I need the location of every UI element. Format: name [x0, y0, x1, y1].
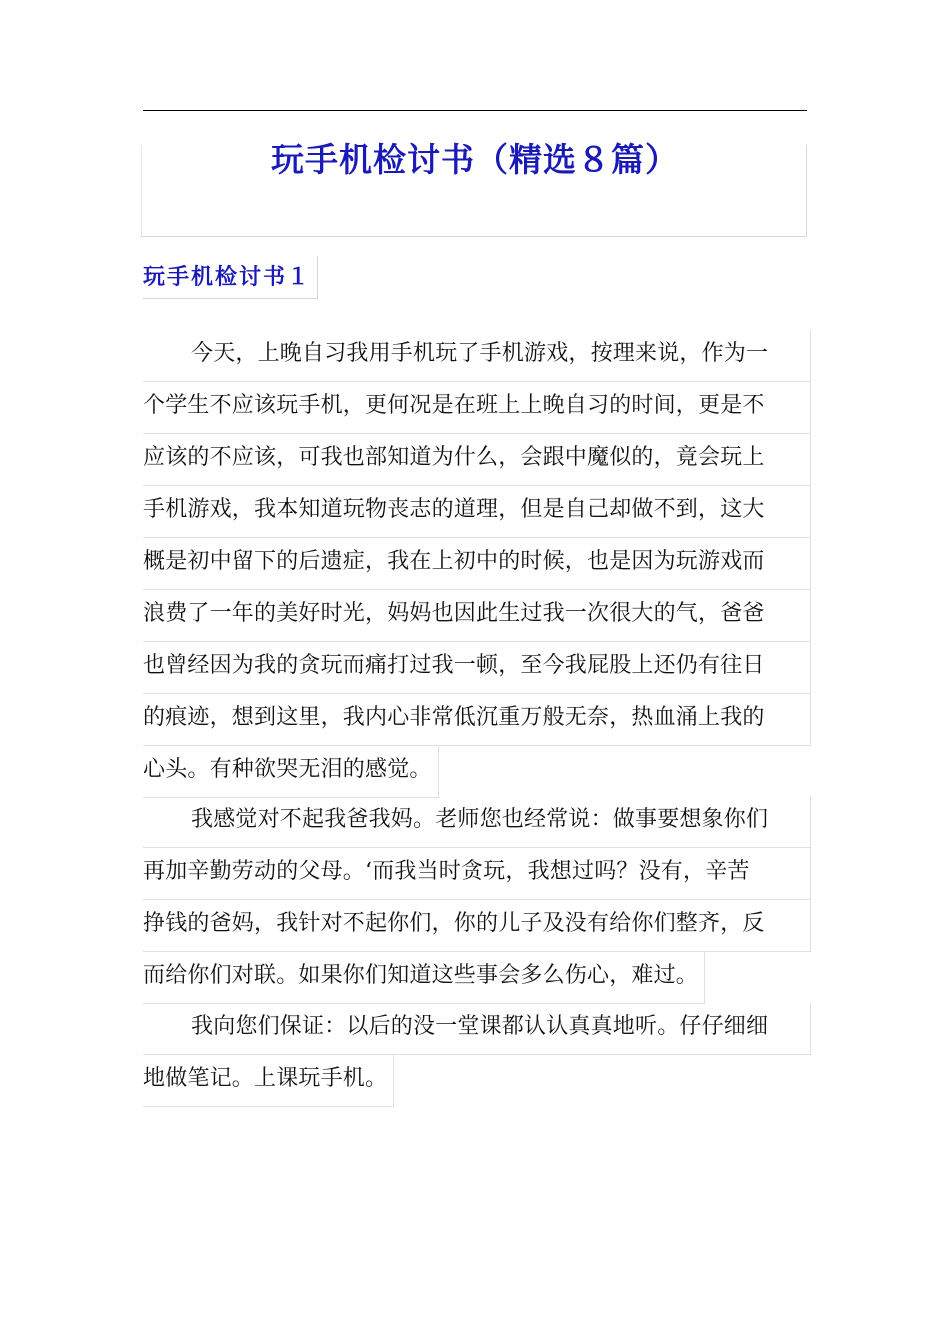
paragraph-2 [143, 796, 811, 1008]
paragraph-line: 浪费了一年的美好时光，妈妈也因此生过我一次很大的气，爸爸 [143, 590, 811, 642]
paragraph-line: 我向您们保证：以后的没一堂课都认认真真地听。仔仔细细 [143, 1003, 811, 1055]
paragraph-line: 而给你们对联。如果你们知道这些事会多么伤心，难过。 [143, 952, 705, 1004]
paragraph-line: 地做笔记。上课玩手机。 [143, 1055, 394, 1107]
paragraph-line: 应该的不应该，可我也部知道为什么，会跟中魔似的，竟会玩上 [143, 434, 811, 486]
paragraph-line: 今天，上晚自习我用手机玩了手机游戏，按理来说，作为一 [143, 330, 811, 382]
paragraph-1 [143, 330, 811, 802]
paragraph-line: 个学生不应该玩手机，更何况是在班上上晚自习的时间，更是不 [143, 382, 811, 434]
section-heading: 玩手机检讨书１ [143, 256, 318, 299]
paragraph-line: 挣钱的爸妈，我针对不起你们，你的儿子及没有给你们整齐，反 [143, 900, 811, 952]
paragraph-3 [143, 1003, 811, 1111]
paragraph-line: 的痕迹，想到这里，我内心非常低沉重万般无奈，热血涌上我的 [143, 694, 811, 746]
paragraph-line: 手机游戏，我本知道玩物丧志的道理，但是自己却做不到，这大 [143, 486, 811, 538]
header-rule [143, 110, 807, 111]
paragraph-line: 也曾经因为我的贪玩而痛打过我一顿，至今我屁股上还仍有往日 [143, 642, 811, 694]
paragraph-line: 心头。有种欲哭无泪的感觉。 [143, 746, 439, 798]
paragraph-line: 我感觉对不起我爸我妈。老师您也经常说：做事要想象你们 [143, 796, 811, 848]
document-title: 玩手机检讨书（精选８篇） [271, 140, 679, 179]
paragraph-line: 概是初中留下的后遗症，我在上初中的时候，也是因为玩游戏而 [143, 538, 811, 590]
paragraph-line: 再加辛勤劳动的父母。‘而我当时贪玩，我想过吗？没有，辛苦 [143, 848, 811, 900]
